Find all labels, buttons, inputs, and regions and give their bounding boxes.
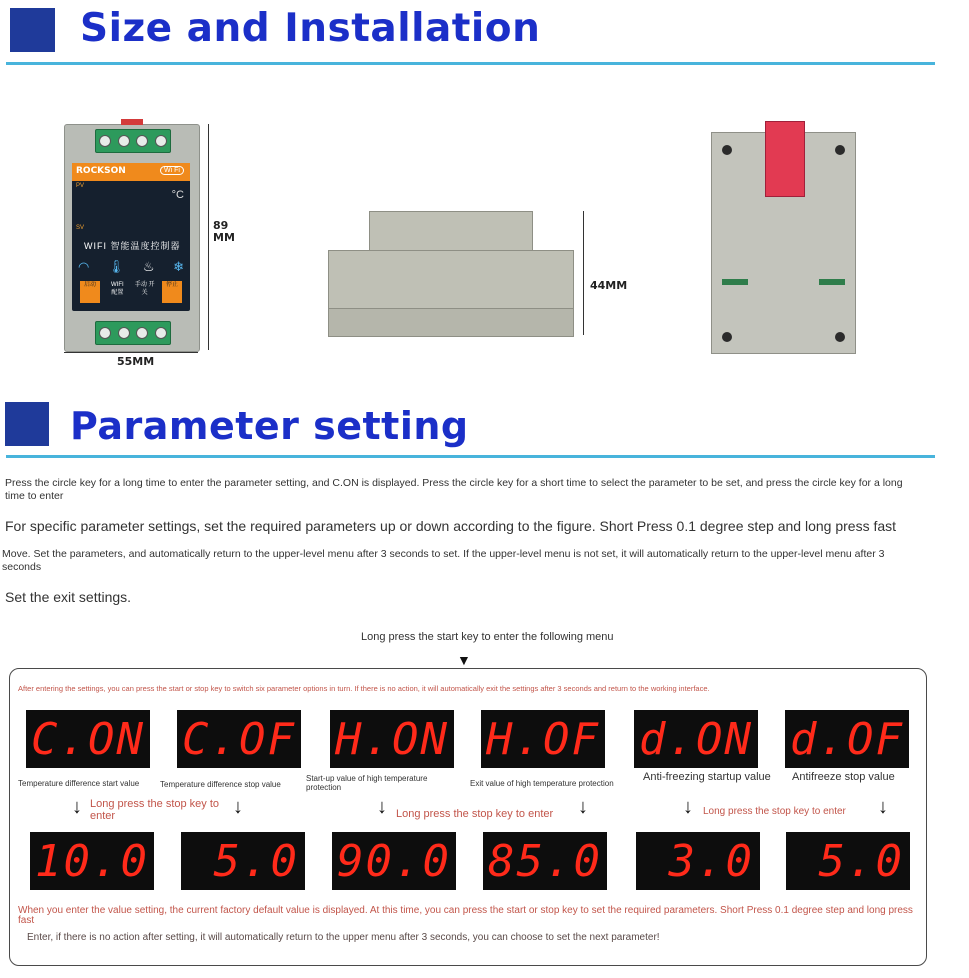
din-rail-clip bbox=[765, 121, 805, 197]
down-arrow-icon: ▼ bbox=[457, 652, 471, 668]
screw-bottom-left bbox=[722, 332, 732, 342]
snowflake-icon: ❄ bbox=[173, 259, 184, 274]
value-text: 5.0 bbox=[818, 835, 904, 887]
value-display-c-of bbox=[181, 832, 305, 890]
stop-button[interactable]: 停止 bbox=[162, 281, 182, 303]
value-display-h-of bbox=[483, 832, 607, 890]
depth-dimension-label: 44MM bbox=[590, 279, 628, 292]
width-dimension-label: 55MM bbox=[117, 355, 155, 368]
instruction-paragraph-2: For specific parameter settings, set the required parameters up or down according to the figure. Short Press 0.1 degree step and long press fast bbox=[5, 518, 897, 534]
status-icons bbox=[78, 259, 184, 275]
value-display-c-on bbox=[30, 832, 154, 890]
instruction-paragraph-4: Set the exit settings. bbox=[5, 589, 132, 605]
bottom-note-2: Enter, if there is no action after setting, it will automatically return to the upper menu after 3 seconds, you can choose to set the next parameter! bbox=[27, 932, 660, 943]
code-display-h-of bbox=[481, 710, 605, 768]
screw-top-right bbox=[835, 145, 845, 155]
caption-h-of: Exit value of high temperature protection bbox=[470, 779, 614, 788]
device-side-foot bbox=[328, 308, 574, 337]
caption-h-on: Start-up value of high temperature protection bbox=[306, 774, 428, 792]
instruction-paragraph-3: Move. Set the parameters, and automatically return to the upper-level menu after 3 seconds to set. If the upper-level menu is not set, it will automatically return to the upper-level menu after 3 seconds bbox=[2, 548, 885, 573]
terminal-block-top bbox=[95, 129, 171, 153]
section-title-parameter: Parameter setting bbox=[70, 404, 469, 448]
wifi-icon: ◠ bbox=[78, 259, 90, 274]
device-side-base bbox=[328, 250, 574, 310]
down-arrow-icon: ↓ bbox=[72, 796, 82, 818]
height-dimension-label bbox=[213, 220, 243, 244]
wifi-config-button[interactable]: WIFI 配置 bbox=[110, 282, 124, 296]
down-arrow-icon: ↓ bbox=[233, 796, 243, 818]
caption-c-of: Temperature difference stop value bbox=[160, 780, 281, 789]
panel-title: WIFI 智能温度控制器 bbox=[84, 241, 181, 251]
device-front-view bbox=[64, 124, 200, 352]
down-arrow-icon: ↓ bbox=[683, 796, 693, 818]
depth-dimension-line bbox=[583, 211, 584, 335]
section-marker-square bbox=[5, 402, 49, 446]
code-display-c-on bbox=[26, 710, 150, 768]
value-text: 5.0 bbox=[213, 835, 299, 887]
code-text: H.OF bbox=[486, 713, 600, 765]
down-arrow-icon: ↓ bbox=[878, 796, 888, 818]
instruction-paragraph-1: Press the circle key for a long time to enter the parameter setting, and C.ON is displayed. Press the circle key for a short time to select the parameter to be set, and press the circle key for a long time to enter bbox=[5, 477, 903, 502]
section-marker-square bbox=[10, 8, 55, 52]
section-divider bbox=[6, 62, 935, 65]
diagram-top-note: Long press the start key to enter the following menu bbox=[361, 631, 614, 643]
heat-icon: ♨ bbox=[142, 259, 155, 274]
caption-d-of: Antifreeze stop value bbox=[792, 771, 895, 783]
height-unit: MM bbox=[213, 231, 235, 244]
bottom-note-1: When you enter the value setting, the current factory default value is displayed. At this time, you can press the start or stop key to set the required parameters. Short Press 0.1 degree step and long press fast bbox=[18, 905, 913, 926]
device-back-view bbox=[711, 132, 856, 354]
pv-label: PV bbox=[76, 183, 85, 189]
down-arrow-icon: ↓ bbox=[377, 796, 387, 818]
value-display-d-on bbox=[636, 832, 760, 890]
stop-key-note: Long press the stop key to enter bbox=[703, 806, 846, 817]
unit-label: °C bbox=[171, 189, 184, 201]
brand-name: ROCKSON bbox=[76, 166, 126, 176]
value-display-h-on bbox=[332, 832, 456, 890]
section-divider bbox=[6, 455, 935, 458]
brand-bar bbox=[72, 163, 190, 181]
red-clip bbox=[121, 119, 143, 125]
stop-key-note: Long press the stop key to enter bbox=[396, 808, 554, 820]
panel-buttons bbox=[80, 281, 182, 303]
code-text: C.ON bbox=[31, 713, 145, 765]
control-panel bbox=[72, 163, 190, 311]
down-arrow-icon: ↓ bbox=[578, 796, 588, 818]
rail-slot-right bbox=[819, 279, 845, 285]
frame-note: After entering the settings, you can press the start or stop key to switch six parameter options in turn. If there is no action, it will automatically exit the settings after 3 seconds and return to the working interface. bbox=[18, 684, 710, 693]
code-text: d.OF bbox=[790, 713, 904, 765]
code-text: d.ON bbox=[639, 713, 753, 765]
stop-key-note: Long press the stop key to enter bbox=[90, 798, 220, 822]
caption-d-on: Anti-freezing startup value bbox=[643, 771, 771, 783]
value-text: 10.0 bbox=[35, 835, 149, 887]
code-display-d-of bbox=[785, 710, 909, 768]
wifi-badge: Wi Fi bbox=[160, 166, 184, 175]
code-text: C.OF bbox=[182, 713, 296, 765]
caption-c-on: Temperature difference start value bbox=[18, 779, 140, 788]
value-text: 85.0 bbox=[488, 835, 602, 887]
manual-switch-button[interactable]: 手动 开关 bbox=[134, 282, 155, 296]
sv-label: SV bbox=[76, 225, 85, 231]
value-text: 3.0 bbox=[668, 835, 754, 887]
code-text: H.ON bbox=[335, 713, 449, 765]
width-dimension-line bbox=[64, 352, 198, 353]
start-button[interactable]: 启动 bbox=[80, 281, 100, 303]
rail-slot-left bbox=[722, 279, 748, 285]
section-title-size: Size and Installation bbox=[80, 6, 541, 51]
value-text: 90.0 bbox=[337, 835, 451, 887]
height-dimension-line bbox=[208, 124, 209, 350]
terminal-block-bottom bbox=[95, 321, 171, 345]
code-display-d-on bbox=[634, 710, 758, 768]
height-value: 89 bbox=[213, 219, 229, 232]
thermometer-icon: 🌡 bbox=[107, 259, 125, 274]
code-display-c-of bbox=[177, 710, 301, 768]
screw-top-left bbox=[722, 145, 732, 155]
screw-bottom-right bbox=[835, 332, 845, 342]
device-side-view bbox=[369, 211, 533, 253]
value-display-d-of bbox=[786, 832, 910, 890]
code-display-h-on bbox=[330, 710, 454, 768]
